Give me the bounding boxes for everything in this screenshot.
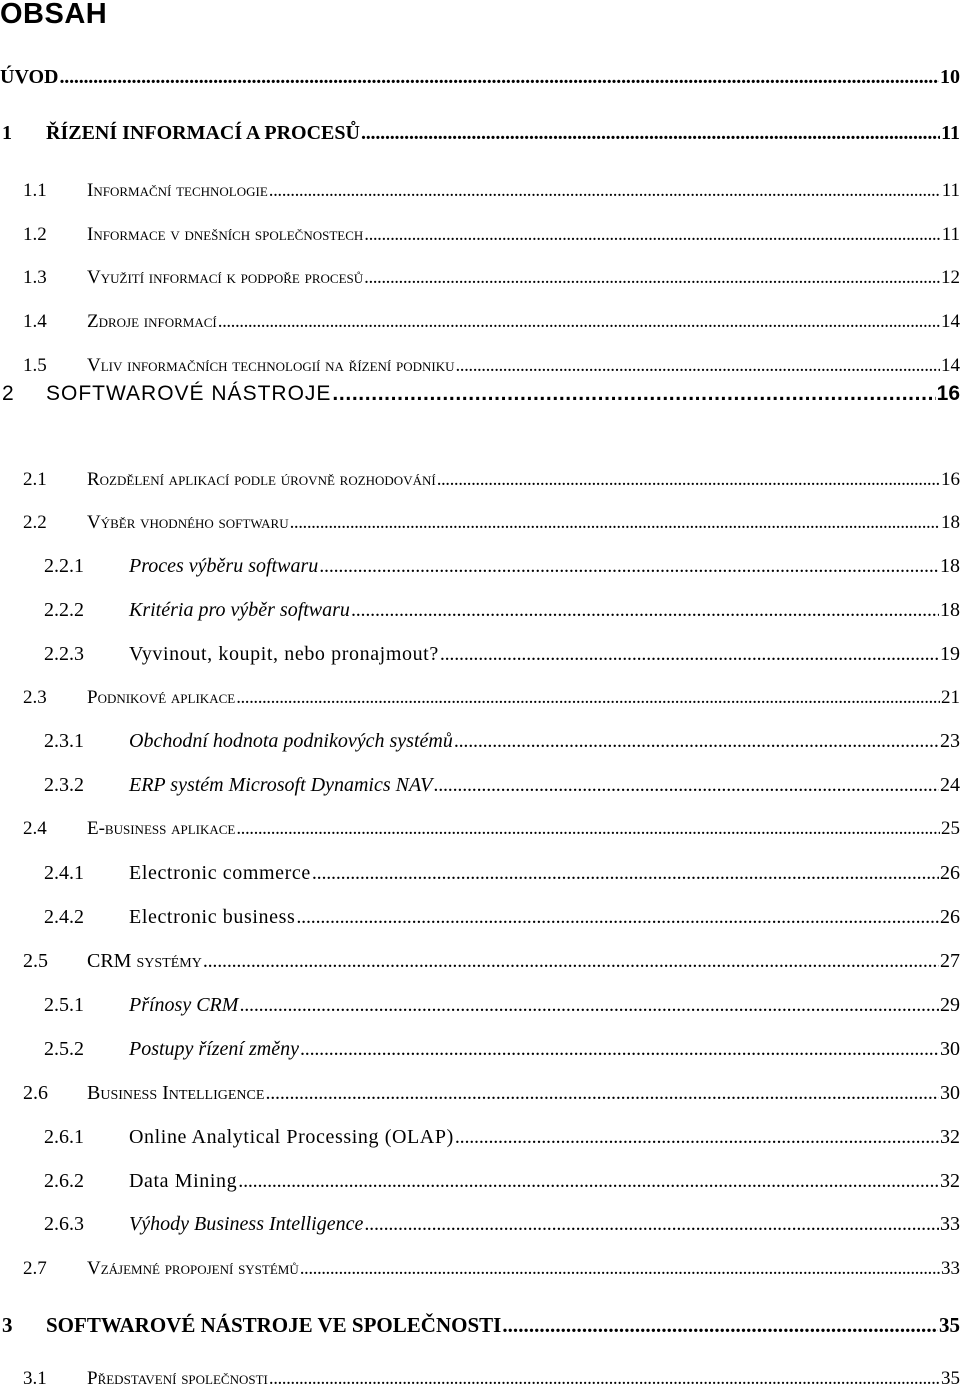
toc-entry-2-5[interactable] [0, 950, 960, 973]
toc-number: 2.5.2 [44, 1038, 84, 1060]
toc-page-number: 21 [941, 687, 960, 708]
toc-leader [238, 1170, 939, 1193]
toc-title: Online Analytical Processing (OLAP) [129, 1126, 454, 1148]
toc-page-number: 35 [941, 1368, 960, 1389]
toc-number: 1 [2, 122, 12, 144]
toc-title: Přínosy CRM [129, 994, 239, 1016]
toc-entry-2-3[interactable] [0, 687, 960, 709]
toc-leader [351, 599, 939, 622]
toc-leader [502, 1313, 938, 1338]
toc-number: 2.2.3 [44, 643, 84, 665]
toc-leader [312, 862, 939, 885]
toc-entry-2-3-2[interactable] [0, 774, 960, 797]
toc-entry-2-6[interactable] [0, 1082, 960, 1105]
toc-number: 1.5 [23, 355, 47, 376]
toc-number: 2.7 [23, 1258, 47, 1279]
toc-page-number: 10 [940, 66, 960, 88]
toc-leader [236, 818, 940, 840]
toc-title: Obchodní hodnota podnikových systémů [129, 730, 453, 752]
toc-number: 1.4 [23, 311, 47, 332]
toc-leader [437, 469, 940, 491]
toc-number: 2.6 [23, 1082, 48, 1104]
toc-title: E-business aplikace [87, 818, 236, 839]
toc-title: Vyvinout, koupit, nebo pronajmout? [129, 643, 439, 665]
toc-page-number: 33 [941, 1258, 960, 1279]
toc-leader [364, 267, 940, 289]
toc-title: Rozdělení aplikací podle úrovně rozhodování [87, 469, 436, 490]
toc-page-number: 12 [941, 267, 960, 288]
toc-entry-2-2[interactable] [0, 512, 960, 534]
toc-leader [290, 512, 940, 534]
toc-title: Využití informací k podpoře procesů [87, 267, 364, 288]
toc-title: Výběr vhodného softwaru [87, 512, 289, 533]
toc-entry-1-4[interactable] [0, 311, 960, 333]
toc-entry-1-2[interactable] [0, 224, 960, 246]
toc-title: ŘÍZENÍ INFORMACÍ A PROCESŮ [46, 122, 360, 144]
toc-page-number: 11 [941, 224, 960, 245]
toc-leader [440, 643, 939, 666]
toc-page-number: 18 [941, 512, 960, 533]
toc-leader [265, 1082, 939, 1105]
toc-page-number: 30 [940, 1082, 960, 1104]
toc-leader [236, 687, 940, 709]
toc-title: Informace v dnešních společnostech [87, 224, 364, 245]
toc-page-number: 16 [941, 469, 960, 490]
toc-leader [218, 311, 940, 333]
toc-entry-2-1[interactable] [0, 469, 960, 491]
toc-title: Electronic commerce [129, 862, 311, 884]
toc-page-number: 11 [941, 122, 960, 144]
toc-leader [60, 66, 940, 89]
toc-number: 2.6.2 [44, 1170, 84, 1192]
toc-page-number: 35 [939, 1313, 960, 1337]
toc-title: Vzájemné propojení systémů [87, 1258, 299, 1279]
toc-title: Postupy řízení změny [129, 1038, 299, 1060]
toc-title: Vliv informačních technologií na řízení podniku [87, 355, 455, 376]
toc-title: ERP systém Microsoft Dynamics NAV [129, 774, 433, 796]
toc-number: 2 [2, 382, 14, 405]
toc-page-number: 14 [941, 355, 960, 376]
toc-entry-2-4[interactable] [0, 818, 960, 840]
toc-title: Business Intelligence [87, 1082, 265, 1104]
toc-page-number: 26 [940, 862, 960, 884]
toc-entry-chapter-1[interactable] [0, 122, 960, 145]
toc-number: 2.4 [23, 818, 47, 839]
toc-number: 2.4.2 [44, 906, 84, 928]
toc-title: Kritéria pro výběr softwaru [129, 599, 350, 621]
toc-entry-2-4-1[interactable] [0, 862, 960, 885]
toc-number: 2.5 [23, 950, 48, 972]
toc-page-number: 11 [941, 180, 960, 201]
toc-page-number: 26 [940, 906, 960, 928]
toc-title: Zdroje informací [87, 311, 217, 332]
toc-leader [364, 1213, 939, 1236]
toc-entry-2-5-2[interactable] [0, 1038, 960, 1061]
toc-entry-2-3-1[interactable] [0, 730, 960, 753]
toc-leader [454, 730, 939, 753]
toc-title: Informační technologie [87, 180, 268, 201]
toc-leader [361, 122, 940, 145]
toc-title: Výhody Business Intelligence [129, 1213, 364, 1235]
toc-number: 2.5.1 [44, 994, 84, 1016]
toc-entry-2-2-1[interactable] [0, 555, 960, 578]
toc-entry-2-2-2[interactable] [0, 599, 960, 622]
toc-entry-2-6-2[interactable] [0, 1170, 960, 1193]
toc-number: 2.6.1 [44, 1126, 84, 1148]
toc-entry-chapter-2[interactable] [0, 382, 960, 406]
toc-number: 2.4.1 [44, 862, 84, 884]
toc-leader [296, 906, 939, 929]
toc-entry-2-6-3[interactable] [0, 1213, 960, 1236]
toc-leader [203, 950, 939, 973]
toc-number: 2.2.1 [44, 555, 84, 577]
toc-number: 2.3 [23, 687, 47, 708]
toc-entry-uvod[interactable] [0, 66, 960, 89]
toc-number: 1.3 [23, 267, 47, 288]
toc-entry-2-4-2[interactable] [0, 906, 960, 929]
toc-title: ÚVOD [0, 66, 59, 88]
toc-entry-2-7[interactable] [0, 1258, 960, 1280]
toc-number: 2.1 [23, 469, 47, 490]
toc-number: 2.2.2 [44, 599, 84, 621]
toc-title: Data Mining [129, 1170, 238, 1192]
toc-entry-2-5-1[interactable] [0, 994, 960, 1017]
toc-number: 2.2 [23, 512, 47, 533]
toc-number: 2.6.3 [44, 1213, 84, 1235]
toc-title: CRM systémy [87, 950, 202, 972]
toc-leader [332, 382, 935, 406]
toc-number: 1.2 [23, 224, 47, 245]
toc-entry-chapter-3[interactable] [0, 1313, 960, 1338]
toc-leader [300, 1258, 940, 1280]
toc-leader [269, 180, 941, 202]
toc-page-number: 33 [940, 1213, 960, 1235]
toc-leader [319, 555, 939, 578]
toc-page-number: 18 [940, 599, 960, 621]
toc-entry-2-6-1[interactable] [0, 1126, 960, 1149]
toc-entry-1-3[interactable] [0, 267, 960, 289]
toc-number: 2.3.2 [44, 774, 84, 796]
toc-title: SOFTWAROVÉ NÁSTROJE VE SPOLEČNOSTI [46, 1313, 502, 1337]
toc-page-number: 18 [940, 555, 960, 577]
toc-title: SOFTWAROVÉ NÁSTROJE [46, 382, 332, 405]
toc-page-number: 30 [940, 1038, 960, 1060]
toc-page-number: 24 [940, 774, 960, 796]
toc-page-number: 32 [940, 1126, 960, 1148]
toc-entry-1-1[interactable] [0, 180, 960, 202]
toc-leader [364, 224, 940, 246]
toc-title: Electronic business [129, 906, 296, 928]
toc-leader [455, 1126, 939, 1149]
toc-entry-2-2-3[interactable] [0, 643, 960, 666]
toc-page-number: 16 [936, 382, 960, 405]
toc-leader [433, 774, 939, 797]
toc-entry-1-5[interactable] [0, 355, 960, 377]
toc-number: 1.1 [23, 180, 47, 201]
toc-entry-3-1[interactable] [0, 1368, 960, 1390]
toc-page-number: 25 [941, 818, 960, 839]
toc-page-number: 23 [940, 730, 960, 752]
page-title: OBSAH [0, 0, 108, 30]
toc-page-number: 14 [941, 311, 960, 332]
toc-leader [269, 1368, 940, 1390]
toc-page-number: 29 [940, 994, 960, 1016]
toc-page-number: 19 [940, 643, 960, 665]
toc-leader [300, 1038, 939, 1061]
toc-number: 3.1 [23, 1368, 47, 1389]
toc-number: 3 [2, 1313, 13, 1337]
toc-number: 2.3.1 [44, 730, 84, 752]
toc-title: Představení společnosti [87, 1368, 268, 1389]
toc-page-number: 32 [940, 1170, 960, 1192]
toc-page-number: 27 [940, 950, 960, 972]
toc-leader [239, 994, 939, 1017]
toc-leader [456, 355, 941, 377]
toc-title: Podnikové aplikace [87, 687, 236, 708]
toc-title: Proces výběru softwaru [129, 555, 319, 577]
